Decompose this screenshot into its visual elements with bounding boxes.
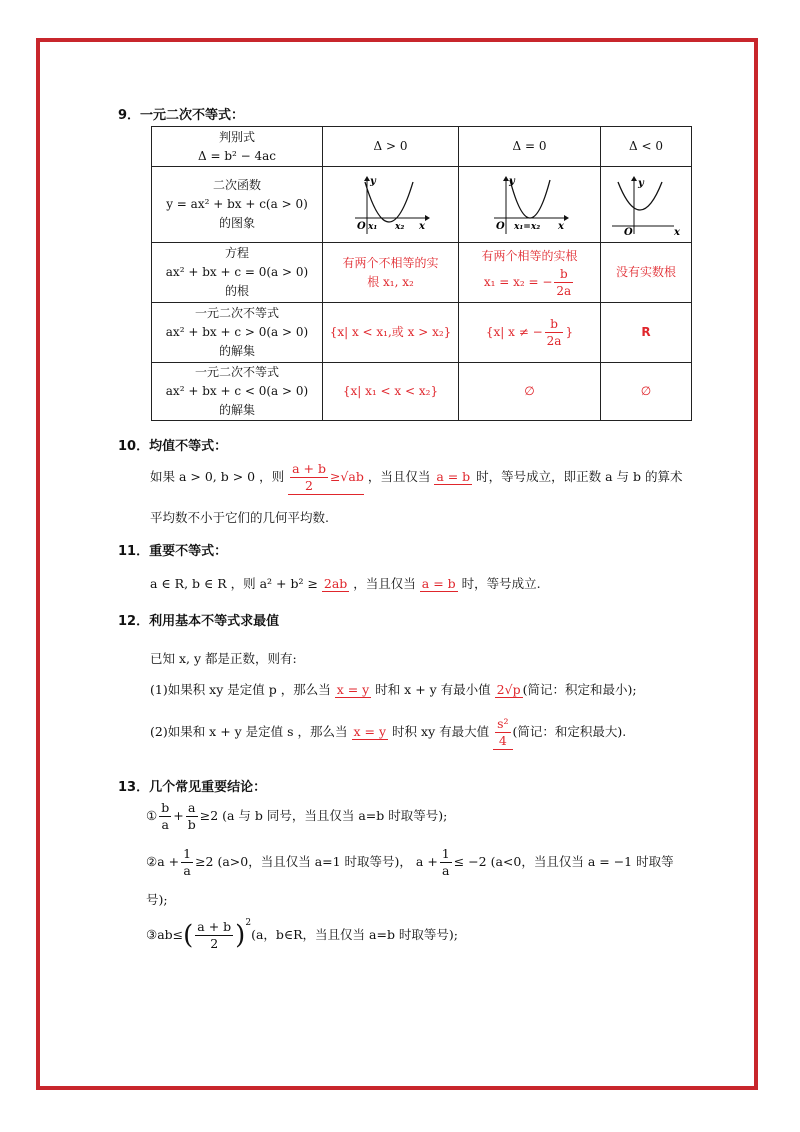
table-row <box>152 363 692 421</box>
axis-x-label: x <box>557 220 564 232</box>
text: 如果 a > 0, b > 0 ，则 <box>150 469 289 484</box>
fraction <box>440 846 452 879</box>
roots-two-distinct <box>323 243 459 303</box>
label-line: 一元二次不等式 <box>194 306 279 320</box>
root-x2-label: x₂ <box>394 221 404 232</box>
important-inequality-line <box>150 574 541 592</box>
axis-x-label: x <box>674 226 680 236</box>
label-line: ax² + bx + c < 0(a > 0) <box>165 384 309 398</box>
conclusion-3 <box>146 918 458 952</box>
axis-y-label: y <box>638 177 644 189</box>
lt-solution-two-roots: {x| x₁ < x < x₂} <box>323 363 459 421</box>
text: ≥2 (a>0，当且仅当 a=1 时取等号)， a + <box>195 854 438 869</box>
text: (1)如果积 xy 是定值 p ，那么当 <box>150 682 335 697</box>
text: (2)如果和 x + y 是定值 s ，那么当 <box>150 724 352 739</box>
fraction <box>195 919 233 952</box>
parabola-one-root-graph <box>490 174 570 236</box>
text: 时积 xy 有最大值 <box>388 724 494 739</box>
header-label: 判别式 <box>218 129 255 144</box>
formula-text: x₁ = x₂ = − <box>483 274 553 289</box>
graph-one-root <box>459 167 601 243</box>
fraction <box>495 716 510 749</box>
fraction-numerator: 1 <box>441 846 450 861</box>
label-line: 的根 <box>224 284 249 298</box>
row-label-lt-solution <box>152 363 323 421</box>
axis-y-label: y <box>369 175 376 187</box>
formula-text: ≥√ab <box>329 469 364 484</box>
equality-condition: x = y <box>353 724 387 739</box>
extremum-intro: 已知 x, y 都是正数，则有: <box>150 651 297 666</box>
fraction <box>181 846 193 879</box>
fraction-numerator: a + b <box>197 919 232 934</box>
fraction-numerator: a + b <box>292 461 326 476</box>
fraction <box>290 461 328 494</box>
conclusion-2-continued: 号); <box>146 892 168 907</box>
fraction-numerator: a <box>186 800 198 817</box>
row-label-gt-solution <box>152 303 323 363</box>
row-label-graph <box>152 167 323 243</box>
fraction-denominator: 4 <box>498 733 507 748</box>
mean-inequality-formula <box>288 461 364 495</box>
text: + <box>173 808 184 823</box>
origin-label: O <box>624 226 633 236</box>
root-x1-label: x₁ <box>367 221 377 232</box>
quadratic-inequality-table <box>151 126 692 421</box>
text: (a，b∈R，当且仅当 a=b 时取等号); <box>251 927 459 942</box>
graph-two-roots <box>323 167 459 243</box>
section-10-title: 10．均值不等式： <box>118 439 228 454</box>
axis-y-label: y <box>508 175 515 187</box>
cell-line: 有两个不相等的实 <box>342 255 439 270</box>
section-12-title: 12．利用基本不等式求最值 <box>118 614 280 629</box>
section-13-title: 13．几个常见重要结论： <box>118 780 267 795</box>
cell-line: 有两个相等的实根 <box>481 248 578 263</box>
cell-line: 根 x₁, x₂ <box>367 274 414 289</box>
label-line: 一元二次不等式 <box>194 365 279 379</box>
fraction <box>545 316 564 349</box>
equality-condition: a = b <box>436 469 471 484</box>
fraction-numerator: b <box>161 800 170 815</box>
fraction-numerator: b <box>554 266 573 283</box>
origin-label: O <box>356 220 366 232</box>
table-row <box>152 243 692 303</box>
fraction-denominator: a <box>161 817 169 832</box>
origin-label: O <box>495 220 505 232</box>
lt-solution-one-root: ∅ <box>459 363 601 421</box>
fraction-denominator: a <box>183 863 191 878</box>
text: 时，等号成立，即正数 a 与 b 的算术 <box>472 469 683 484</box>
fraction-denominator: 2 <box>305 478 313 493</box>
text: 时和 x + y 有最小值 <box>371 682 495 697</box>
text: ，当且仅当 <box>349 576 420 591</box>
fraction-numerator: s² <box>497 716 509 731</box>
fraction-denominator: b <box>187 817 196 832</box>
mean-inequality-line <box>150 461 683 495</box>
text: ≤ −2 (a<0，当且仅当 a = −1 时取等 <box>453 854 674 869</box>
label-line: 二次函数 <box>212 178 261 192</box>
equality-condition: a = b <box>421 576 456 591</box>
exponent: 2 <box>245 918 252 928</box>
real-set-symbol: R <box>641 325 651 339</box>
gt-solution-no-root <box>601 303 692 363</box>
section-9-title: 9．一元二次不等式： <box>118 108 245 123</box>
right-paren: ) <box>235 920 246 951</box>
extremum-product-line <box>150 680 637 698</box>
item-marker: ① <box>146 808 158 823</box>
axis-x-label: x <box>418 220 425 232</box>
lt-solution-no-root: ∅ <box>601 363 692 421</box>
text: a ∈ R, b ∈ R ，则 a² + b² ≥ <box>150 576 322 591</box>
text: (简记：和定积最大). <box>512 724 627 739</box>
fraction <box>159 800 171 833</box>
text: ②a + <box>146 854 180 869</box>
fraction-denominator: 2 <box>210 936 219 951</box>
label-line: 的解集 <box>218 344 255 358</box>
label-line: 的图象 <box>218 216 255 230</box>
header-delta-zero: Δ = 0 <box>459 127 601 167</box>
fraction-denominator: 2a <box>556 283 572 298</box>
header-formula: Δ = b² − 4ac <box>197 148 277 163</box>
fraction-denominator: a <box>442 863 450 878</box>
gt-solution-two-roots: {x| x < x₁,或 x > x₂} <box>323 303 459 363</box>
parabola-no-root-graph <box>608 174 684 236</box>
label-line: ax² + bx + c = 0(a > 0) <box>165 265 309 279</box>
mean-inequality-line-2: 平均数不小于它们的几何平均数. <box>150 510 329 525</box>
extremum-sum-line <box>150 716 626 750</box>
label-line: ax² + bx + c > 0(a > 0) <box>165 325 309 339</box>
header-discriminant <box>152 127 323 167</box>
fraction <box>186 800 198 833</box>
minimum-value: 2√p <box>496 682 521 697</box>
label-line: y = ax² + bx + c(a > 0) <box>166 197 308 211</box>
text: ，当且仅当 <box>363 469 435 484</box>
fraction <box>554 266 573 299</box>
formula-text: } <box>565 325 574 339</box>
maximum-value <box>493 716 512 750</box>
table-row <box>152 167 692 243</box>
text: ≥2 (a 与 b 同号，当且仅当 a=b 时取等号); <box>199 808 448 823</box>
graph-no-root <box>601 167 692 243</box>
label-line: 的解集 <box>218 403 255 417</box>
fraction-denominator: 2a <box>546 334 562 348</box>
conclusion-2 <box>146 846 674 879</box>
formula-text: {x| x ≠ − <box>485 325 543 339</box>
conclusion-1 <box>146 800 447 833</box>
text: 时，等号成立. <box>457 576 541 591</box>
equality-condition: x = y <box>336 682 370 697</box>
table-row <box>152 303 692 363</box>
text: (简记：积定和最小); <box>522 682 637 697</box>
root-x12-label: x₁=x₂ <box>513 221 540 232</box>
text: ③ab≤ <box>146 927 184 942</box>
row-label-roots <box>152 243 323 303</box>
table-row <box>152 127 692 167</box>
left-paren: ( <box>183 920 194 951</box>
parabola-two-roots-graph <box>351 174 431 236</box>
fraction-numerator: 1 <box>183 846 192 861</box>
label-line: 方程 <box>224 246 249 260</box>
fraction-numerator: b <box>545 316 564 333</box>
bound-value: 2ab <box>323 576 348 591</box>
section-11-title: 11．重要不等式： <box>118 544 228 559</box>
roots-double <box>459 243 601 303</box>
header-delta-negative: Δ < 0 <box>601 127 692 167</box>
cell-line <box>463 266 596 299</box>
roots-none: 没有实数根 <box>601 243 692 303</box>
header-delta-positive: Δ > 0 <box>323 127 459 167</box>
gt-solution-one-root <box>459 303 601 363</box>
